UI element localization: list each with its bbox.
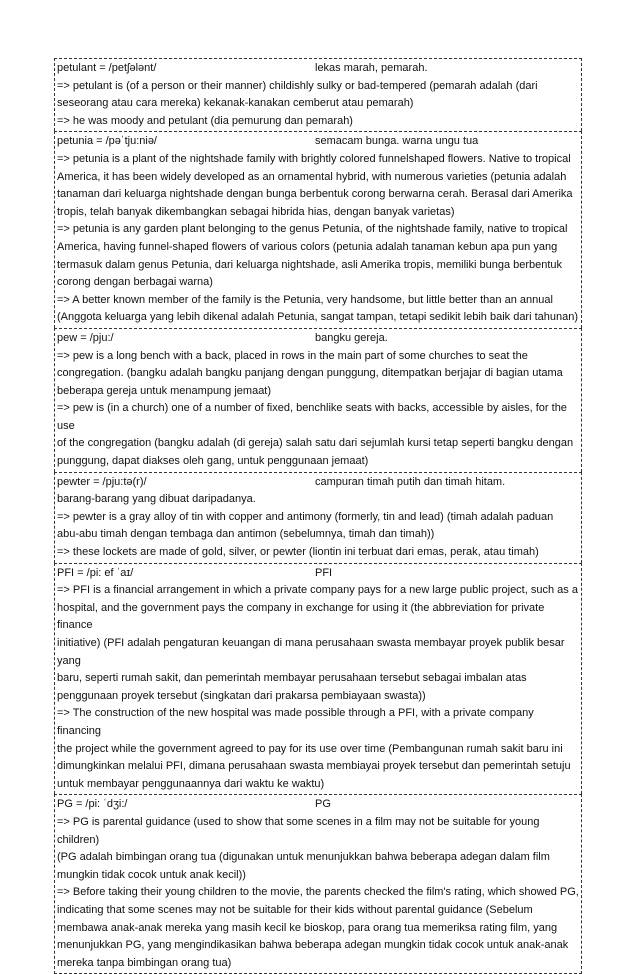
entry-translation: semacam bunga. warna ungu tua bbox=[315, 135, 479, 148]
entry-header bbox=[57, 565, 579, 583]
entry-line: => these lockets are made of gold, silver, or pewter (liontin ini terbuat dari emas, perak, atau timah) bbox=[57, 546, 539, 559]
entry-line: of the congregation (bangku adalah (di gereja) salah satu dari sejumlah kursi tetap seperti bangku dengan bbox=[57, 437, 574, 450]
entry-line: mungkin tidak cocok untuk anak kecil)) bbox=[57, 868, 246, 881]
entry-header bbox=[57, 474, 579, 492]
entry-line: tanaman dari keluarga nightshade dengan bunga berbentuk corong berwarna cerah. Berasal dari Amerika bbox=[57, 188, 573, 201]
entry-term: pew = /pju:/ bbox=[57, 331, 114, 344]
entry-line: => pew is a long bench with a back, placed in rows in the main part of some churches to seat the bbox=[57, 349, 528, 362]
entry-line: mereka tanpa bimbingan orang tua) bbox=[57, 956, 232, 969]
entry-line: => PG is parental guidance (used to show that some scenes in a film may not be suitable for young children) bbox=[57, 815, 540, 846]
entry-term: PFI = /pi: ef ˈaɪ/ bbox=[57, 566, 134, 579]
entry-line: => Before taking their young children to the movie, the parents checked the film's rating, which showed PG, bbox=[57, 886, 579, 899]
entry-line: => petulant is (of a person or their manner) childishly sulky or bad-tempered (pemarah adalah (dari bbox=[57, 79, 538, 92]
entry-line: => pewter is a gray alloy of tin with copper and antimony (formerly, tin and lead) (timah adalah paduan bbox=[57, 510, 554, 523]
entry-line: punggung, dapat diakses oleh gang, untuk penggunaan jemaat) bbox=[57, 455, 369, 468]
entry-line: the project while the government agreed to pay for its use over time (Pembangunan rumah sakit baru ini bbox=[57, 742, 563, 755]
entry-line: barang-barang yang dibuat daripadanya. bbox=[57, 493, 256, 506]
entry-line: America, having funnel-shaped flowers of various colors (petunia adalah tanaman kebun apa pun yang bbox=[57, 240, 558, 253]
entry-line: => he was moody and petulant (dia pemurung dan pemarah) bbox=[57, 114, 353, 127]
entry-term: petulant = /petʃələnt/ bbox=[57, 62, 157, 74]
entry-header bbox=[57, 60, 579, 78]
entry-pew bbox=[54, 328, 582, 472]
entry-line: penggunaan proyek tersebut (singkatan dari prakarsa pembiayaan swasta)) bbox=[57, 689, 426, 702]
entry-term: petunia = /pəˈtju:niə/ bbox=[57, 135, 157, 148]
entry-translation: bangku gereja. bbox=[315, 331, 388, 344]
entry-line: => A better known member of the family is the Petunia, very handsome, but little better than an annual bbox=[57, 293, 553, 306]
entry-line: membawa anak-anak mereka yang masih kecil ke bioskop, para orang tua memeriksa rating film, yang bbox=[57, 921, 558, 934]
entry-term: PG = /pi: ˈdʒi:/ bbox=[57, 798, 128, 811]
entry-line: termasuk dalam genus Petunia, dari keluarga nightshade, asli Amerika tropis, memiliki bunga berbentuk bbox=[57, 258, 563, 271]
entry-term: pewter = /pju:tə(r)/ bbox=[57, 475, 147, 488]
entry-translation: campuran timah putih dan timah hitam. bbox=[315, 475, 506, 488]
entry-line: dimungkinkan melalui PFI, dimana perusahaan swasta membiayai proyek tersebut dan pemerintah setuju bbox=[57, 760, 571, 773]
entry-header bbox=[57, 330, 579, 348]
entry-line: (Anggota keluarga yang lebih dikenal adalah Petunia, sangat tampan, tetapi sedikit lebih baik dari tahunan) bbox=[57, 311, 579, 324]
entry-line: corong dengan berbagai warna) bbox=[57, 276, 213, 289]
entry-line: menunjukkan PG, yang mengindikasikan bahwa beberapa adegan mungkin tidak cocok untuk anak-anak bbox=[57, 939, 569, 952]
dictionary-page bbox=[54, 58, 582, 974]
entry-line: baru, seperti rumah sakit, dan pemerintah membayar perusahaan tersebut sebagai imbalan atas bbox=[57, 672, 527, 685]
entry-header bbox=[57, 796, 579, 814]
entry-petunia bbox=[54, 131, 582, 328]
entry-line: indicating that some scenes may not be suitable for their kids without parental guidance (Sebelum bbox=[57, 903, 533, 916]
entry-line: => PFI is a financial arrangement in which a private company pays for a new large public project, such as a bbox=[57, 584, 578, 597]
entry-translation: PFI bbox=[315, 566, 333, 579]
entry-line: America, it has been widely developed as an ornamental hybrid, with numerous varieties (petunia adalah bbox=[57, 170, 567, 183]
entry-line: => petunia is any garden plant belonging to the genus Petunia, of the nightshade family, native to tropical bbox=[57, 223, 568, 236]
entry-translation: PG bbox=[315, 798, 331, 811]
entry-line: congregation. (bangku adalah bangku panjang dengan punggung, ditempatkan berjajar di bagian utama bbox=[57, 367, 563, 380]
entry-petulant bbox=[54, 58, 582, 131]
entry-line: => petunia is a plant of the nightshade family with brightly colored funnelshaped flowers. Native to tropical bbox=[57, 152, 571, 165]
entry-pewter bbox=[54, 472, 582, 563]
entry-line: beberapa gereja untuk menampung jemaat) bbox=[57, 384, 272, 397]
entry-translation: lekas marah, pemarah. bbox=[315, 62, 428, 74]
entry-pg bbox=[54, 794, 582, 974]
entry-line: hospital, and the government pays the company in exchange for using it (the abbreviation for private finance bbox=[57, 601, 545, 632]
entry-line: initiative) (PFI adalah pengaturan keuangan di mana perusahaan swasta membayar proyek publik besar yang bbox=[57, 637, 565, 667]
entry-line: tropis, telah banyak dikembangkan sebagai hibrida hias, dengan banyak varietas) bbox=[57, 205, 455, 218]
entry-line: untuk membayar penggunaannya dari waktu ke waktu) bbox=[57, 777, 325, 790]
entry-line: => The construction of the new hospital was made possible through a PFI, with a private company financing bbox=[57, 707, 534, 737]
entry-line: seseorang atau cara mereka) kekanak-kanakan cemberut atau pemarah) bbox=[57, 97, 414, 110]
entry-line: => pew is (in a church) one of a number of fixed, benchlike seats with backs, accessible by aisles, for the use bbox=[57, 402, 567, 432]
entry-line: abu-abu timah dengan tembaga dan antimon (sebelumnya, timah dan timah)) bbox=[57, 528, 435, 541]
entry-line: (PG adalah bimbingan orang tua (digunakan untuk menunjukkan bahwa beberapa adegan dalam film bbox=[57, 851, 550, 864]
entry-pfi bbox=[54, 563, 582, 795]
entry-header bbox=[57, 133, 579, 151]
